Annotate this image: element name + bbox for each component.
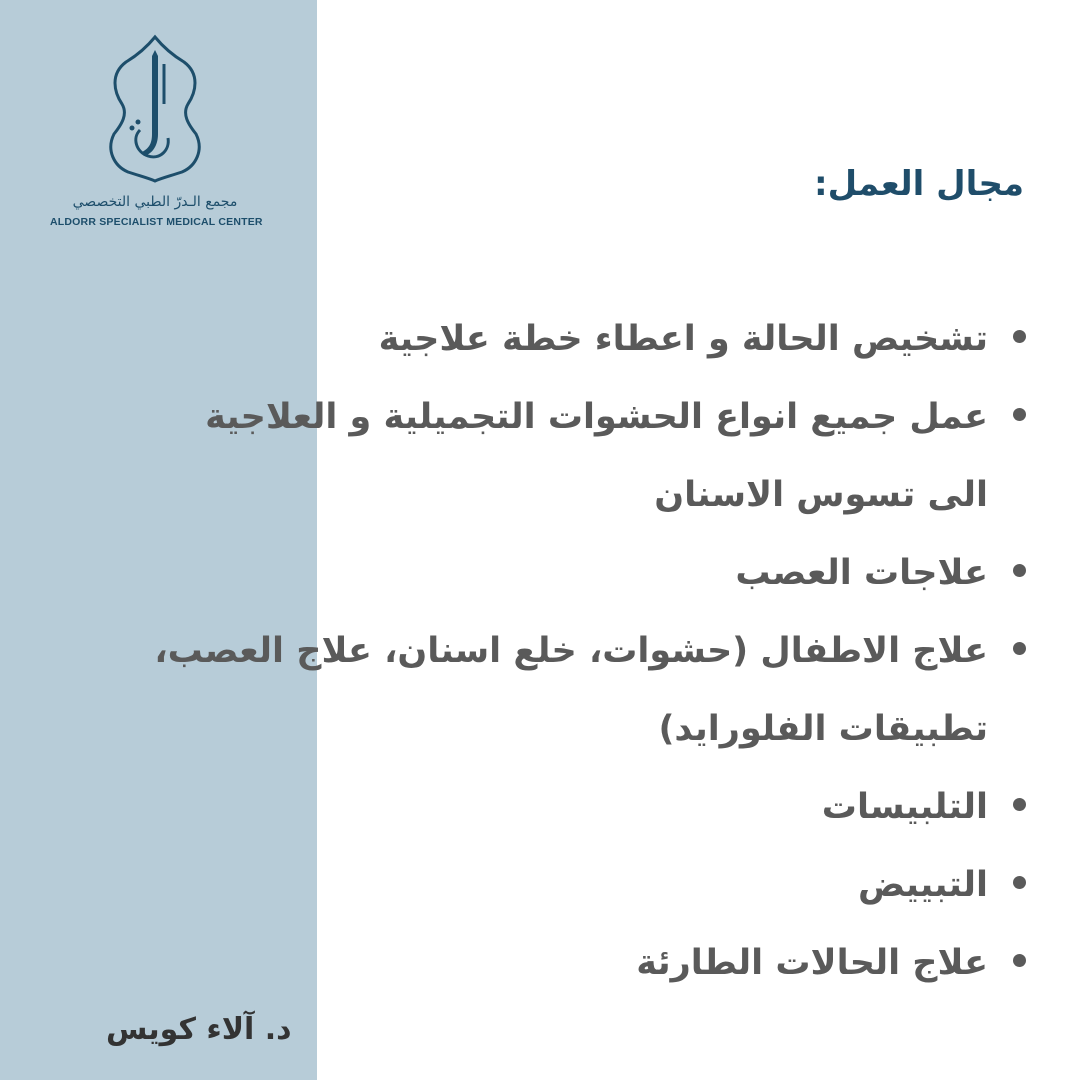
service-item bbox=[88, 378, 988, 534]
service-item bbox=[88, 768, 988, 846]
service-text: التبييض bbox=[857, 865, 988, 905]
page-heading: مجال العمل: bbox=[813, 164, 1024, 204]
service-item bbox=[88, 924, 988, 1002]
center-logo bbox=[50, 30, 263, 240]
bullet-dot-icon bbox=[1013, 330, 1026, 343]
doctor-name: د. آلاء كويس bbox=[106, 1012, 292, 1047]
service-text: عمل جميع انواع الحشوات التجميلية و العلاجية bbox=[205, 397, 988, 437]
service-text: علاجات العصب bbox=[735, 553, 988, 593]
bullet-dot-icon bbox=[1013, 408, 1026, 421]
service-item bbox=[88, 846, 988, 924]
bullet-dot-icon bbox=[1013, 642, 1026, 655]
service-item bbox=[88, 300, 988, 378]
services-list bbox=[88, 300, 988, 1002]
service-text: علاج الحالات الطارئة bbox=[636, 943, 988, 983]
logo-emblem-icon bbox=[102, 34, 208, 184]
service-item bbox=[88, 534, 988, 612]
service-text: تشخيص الحالة و اعطاء خطة علاجية bbox=[378, 319, 988, 359]
service-text: علاج الاطفال (حشوات، خلع اسنان، علاج العصب، bbox=[154, 631, 988, 671]
bullet-dot-icon bbox=[1013, 564, 1026, 577]
bullet-dot-icon bbox=[1013, 798, 1026, 811]
service-item bbox=[88, 612, 988, 768]
service-text-continued: تطبيقات الفلورايد) bbox=[658, 709, 988, 749]
service-text: التلبيسات bbox=[821, 787, 988, 827]
service-text-continued: الى تسوس الاسنان bbox=[654, 475, 988, 515]
bullet-dot-icon bbox=[1013, 954, 1026, 967]
logo-name-arabic: مجمع الـدرّ الطبي التخصصي bbox=[72, 194, 238, 210]
logo-name-english: ALDORR SPECIALIST MEDICAL CENTER bbox=[50, 216, 263, 228]
bullet-dot-icon bbox=[1013, 876, 1026, 889]
